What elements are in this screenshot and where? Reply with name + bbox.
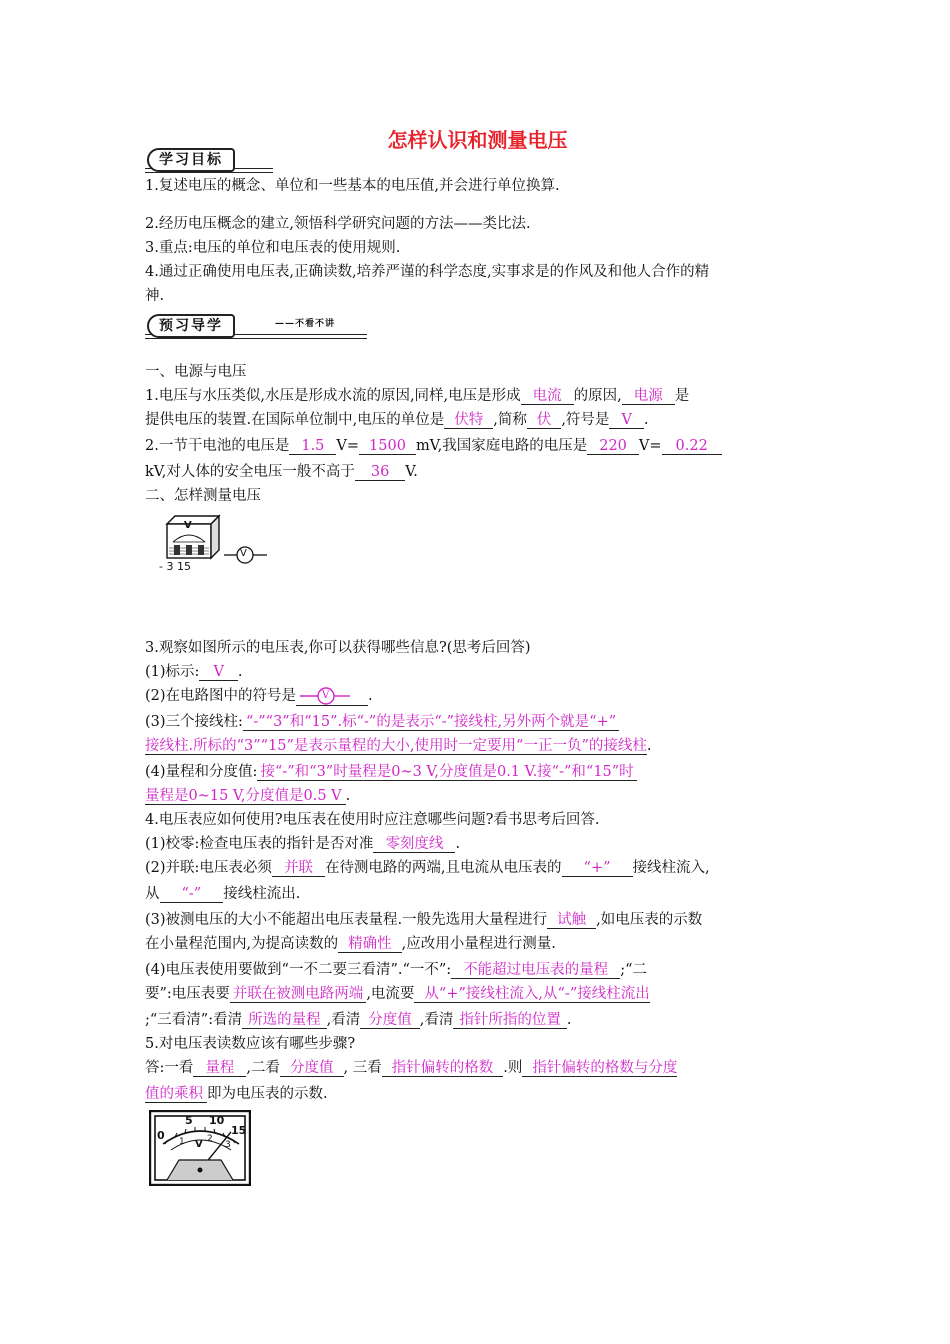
section-heading-1: 一、电源与电压	[145, 364, 247, 380]
text: 接线柱流出.	[223, 886, 301, 902]
answer-blank: 指针所指的位置	[453, 1012, 567, 1029]
question-2-line-1	[145, 434, 810, 458]
banner-sub-text: 不看不讲	[295, 319, 336, 329]
answer-blank: V	[609, 412, 643, 429]
answer-blank: “-”“3”和“15”.标“-”的是表示“-”接线柱,另外两个就是“+”	[243, 714, 619, 731]
voltmeter-illustration	[157, 514, 287, 578]
answer-blank: 所选的量程	[242, 1012, 327, 1029]
text: 要”:电压表要	[145, 986, 230, 1002]
question-4-part-4-cont-2	[145, 1008, 810, 1032]
text: ,电流要	[366, 986, 415, 1002]
dial-unit: V	[195, 1139, 203, 1150]
answer-blank: 并联在被测电路两端	[230, 986, 367, 1003]
answer-blank: 量程是0~15 V,分度值是0.5 V	[145, 788, 346, 805]
text: .	[345, 788, 351, 804]
answer-blank: 220	[587, 438, 639, 455]
question-4-part-4-cont	[145, 982, 810, 1006]
answer-blank: 0.22	[662, 438, 722, 455]
text: ;“三看清”:看清	[145, 1012, 243, 1028]
answer-blank: 1.5	[289, 438, 336, 455]
text: .则	[503, 1060, 523, 1076]
dial-label-10: 10	[209, 1114, 225, 1127]
question-1-line-1	[145, 384, 810, 408]
goal-2: 2.经历电压概念的建立,领悟科学研究问题的方法——类比法.	[145, 216, 531, 232]
goal-1: 1.复述电压的概念、单位和一些基本的电压值,并会进行单位换算.	[145, 178, 560, 194]
text: ,二看	[246, 1060, 280, 1076]
text: .	[237, 664, 243, 680]
symbol-letter: V	[322, 689, 330, 701]
page-title: 怎样认识和测量电压	[387, 128, 568, 152]
question-4-part-2-cont	[145, 882, 810, 906]
answer-blank: 接线柱.所标的“3”“15”是表示量程的大小,使用时一定要用“一正一负”的接线柱	[145, 738, 647, 754]
voltmeter-letter: V	[184, 520, 192, 531]
answer-blank: 伏	[527, 412, 562, 429]
answer-blank: 值的乘积	[145, 1086, 207, 1103]
text: ,简称	[493, 412, 527, 428]
question-4-part-3-cont	[145, 932, 810, 956]
question-2-line-2	[145, 460, 810, 484]
voltmeter-symbol-icon	[296, 687, 368, 705]
answer-blank: V	[199, 664, 237, 681]
text: ,符号是	[561, 412, 610, 428]
question-5-stem: 5.对电压表读数应该有哪些步骤?	[145, 1036, 356, 1052]
answer-blank: 精确性	[338, 936, 402, 953]
text: ,看清	[419, 1012, 454, 1028]
text: 提供电压的装置.在国际单位制中,电压的单位是	[145, 412, 445, 428]
text: 1.电压与水压类似,水压是形成水流的原因,同样,电压是形成	[145, 388, 521, 404]
answer-blank: 并联	[272, 860, 325, 877]
answer-blank: 接“-”和“3”时量程是0~3 V,分度值是0.1 V.接“-”和“15”时	[257, 764, 636, 781]
answer-blank: 指针偏转的格数	[382, 1060, 504, 1077]
dial-label-0: 0	[157, 1129, 165, 1142]
goal-4: 4.通过正确使用电压表,正确读数,培养严谨的科学态度,实事求是的作风及和他人合作的精	[145, 264, 710, 280]
text: 在待测电路的两端,且电流从电压表的	[324, 860, 562, 876]
question-3-stem: 3.观察如图所示的电压表,你可以获得哪些信息?(思考后回答)	[145, 640, 531, 656]
text: V.	[405, 464, 418, 480]
answer-blank: 试触	[547, 912, 596, 929]
section-banner-preview	[145, 312, 370, 338]
dial-inner-2: 2	[207, 1134, 213, 1144]
text: .	[646, 738, 652, 754]
text: 即为电压表的示数.	[207, 1086, 328, 1102]
voltmeter-terminals: - 3 15	[159, 560, 191, 573]
text: .	[368, 688, 373, 704]
text: 是	[674, 388, 690, 404]
text: 答:一看	[145, 1060, 194, 1076]
question-3-part-4-cont	[145, 784, 810, 808]
banner-label: 预习导学	[147, 314, 235, 338]
text: 2.一节干电池的电压是	[145, 438, 290, 454]
question-4-part-1	[145, 832, 810, 856]
text: V=	[638, 438, 662, 454]
question-3-part-2	[145, 684, 810, 708]
answer-blank: 不能超过电压表的量程	[451, 962, 620, 979]
question-5-answer	[145, 1056, 810, 1080]
text: (3)三个接线柱:	[145, 714, 243, 730]
question-3-part-3	[145, 710, 810, 734]
answer-blank: 分度值	[360, 1012, 420, 1029]
answer-blank: “-”	[160, 886, 224, 903]
question-3-part-4	[145, 760, 810, 784]
text: 接线柱流入,	[632, 860, 710, 876]
answer-blank: 36	[355, 464, 405, 481]
dial-label-5: 5	[185, 1114, 193, 1127]
dial-label-15: 15	[231, 1124, 247, 1137]
question-4-stem: 4.电压表应如何使用?电压表在使用时应注意哪些问题?看书思考后回答.	[145, 812, 600, 828]
text: , 三看	[343, 1060, 382, 1076]
answer-blank: 从“+”接线柱流入,从“-”接线柱流出	[414, 986, 649, 1003]
answer-blank: 电源	[622, 388, 675, 405]
section-heading-2: 二、怎样测量电压	[145, 488, 261, 504]
text: 的原因,	[573, 388, 622, 404]
goal-3: 3.重点:电压的单位和电压表的使用规则.	[145, 240, 401, 256]
banner-label: 学习目标	[147, 148, 235, 172]
text: V=	[336, 438, 360, 454]
text: (1)校零:检查电压表的指针是否对准	[145, 836, 374, 852]
question-3-part-3-cont	[145, 734, 810, 758]
answer-blank-symbol	[296, 687, 368, 706]
text: (4)电压表使用要做到“一不二要三看清”.“一不”:	[145, 962, 452, 978]
answer-blank: “+”	[562, 860, 633, 877]
answer-blank: 量程	[193, 1060, 246, 1077]
text: 从	[145, 886, 160, 902]
text: (3)被测电压的大小不能超出电压表量程.一般先选用大量程进行	[145, 912, 548, 928]
goal-4-cont: 神.	[145, 288, 165, 304]
question-4-part-3	[145, 908, 810, 932]
voltmeter-dial-illustration	[149, 1110, 251, 1186]
dial-inner-3: 3	[225, 1140, 231, 1150]
voltmeter-symbol-letter: V	[240, 548, 247, 559]
answer-blank: 伏特	[444, 412, 493, 429]
text: (2)在电路图中的符号是	[145, 688, 297, 704]
text: ,看清	[326, 1012, 361, 1028]
text: .	[643, 412, 649, 428]
text: (4)量程和分度值:	[145, 764, 258, 780]
answer-blank: 零刻度线	[373, 836, 455, 853]
question-1-line-2	[145, 408, 810, 432]
text: (1)标示:	[145, 664, 200, 680]
question-4-part-4	[145, 958, 810, 982]
text: 在小量程范围内,为提高读数的	[145, 936, 339, 952]
text: .	[566, 1012, 572, 1028]
banner-sub: ——不看不讲	[275, 319, 336, 329]
answer-blank: 指针偏转的格数与分度	[522, 1060, 677, 1077]
question-3-part-1	[145, 660, 810, 684]
dial-inner-1: 1	[179, 1137, 185, 1147]
answer-blank: 电流	[521, 388, 574, 405]
answer-blank: 1500	[359, 438, 416, 455]
text: ;“二	[620, 962, 647, 978]
answer-blank: 分度值	[280, 1060, 344, 1077]
text: .	[455, 836, 461, 852]
text: kV,对人体的安全电压一般不高于	[145, 464, 355, 480]
section-banner-goals	[145, 146, 275, 172]
text: mV,我国家庭电路的电压是	[415, 438, 588, 454]
text: ,如电压表的示数	[596, 912, 703, 928]
text: (2)并联:电压表必须	[145, 860, 272, 876]
question-5-answer-cont	[145, 1082, 810, 1106]
question-4-part-2	[145, 856, 810, 880]
text: ,应改用小量程进行测量.	[401, 936, 556, 952]
